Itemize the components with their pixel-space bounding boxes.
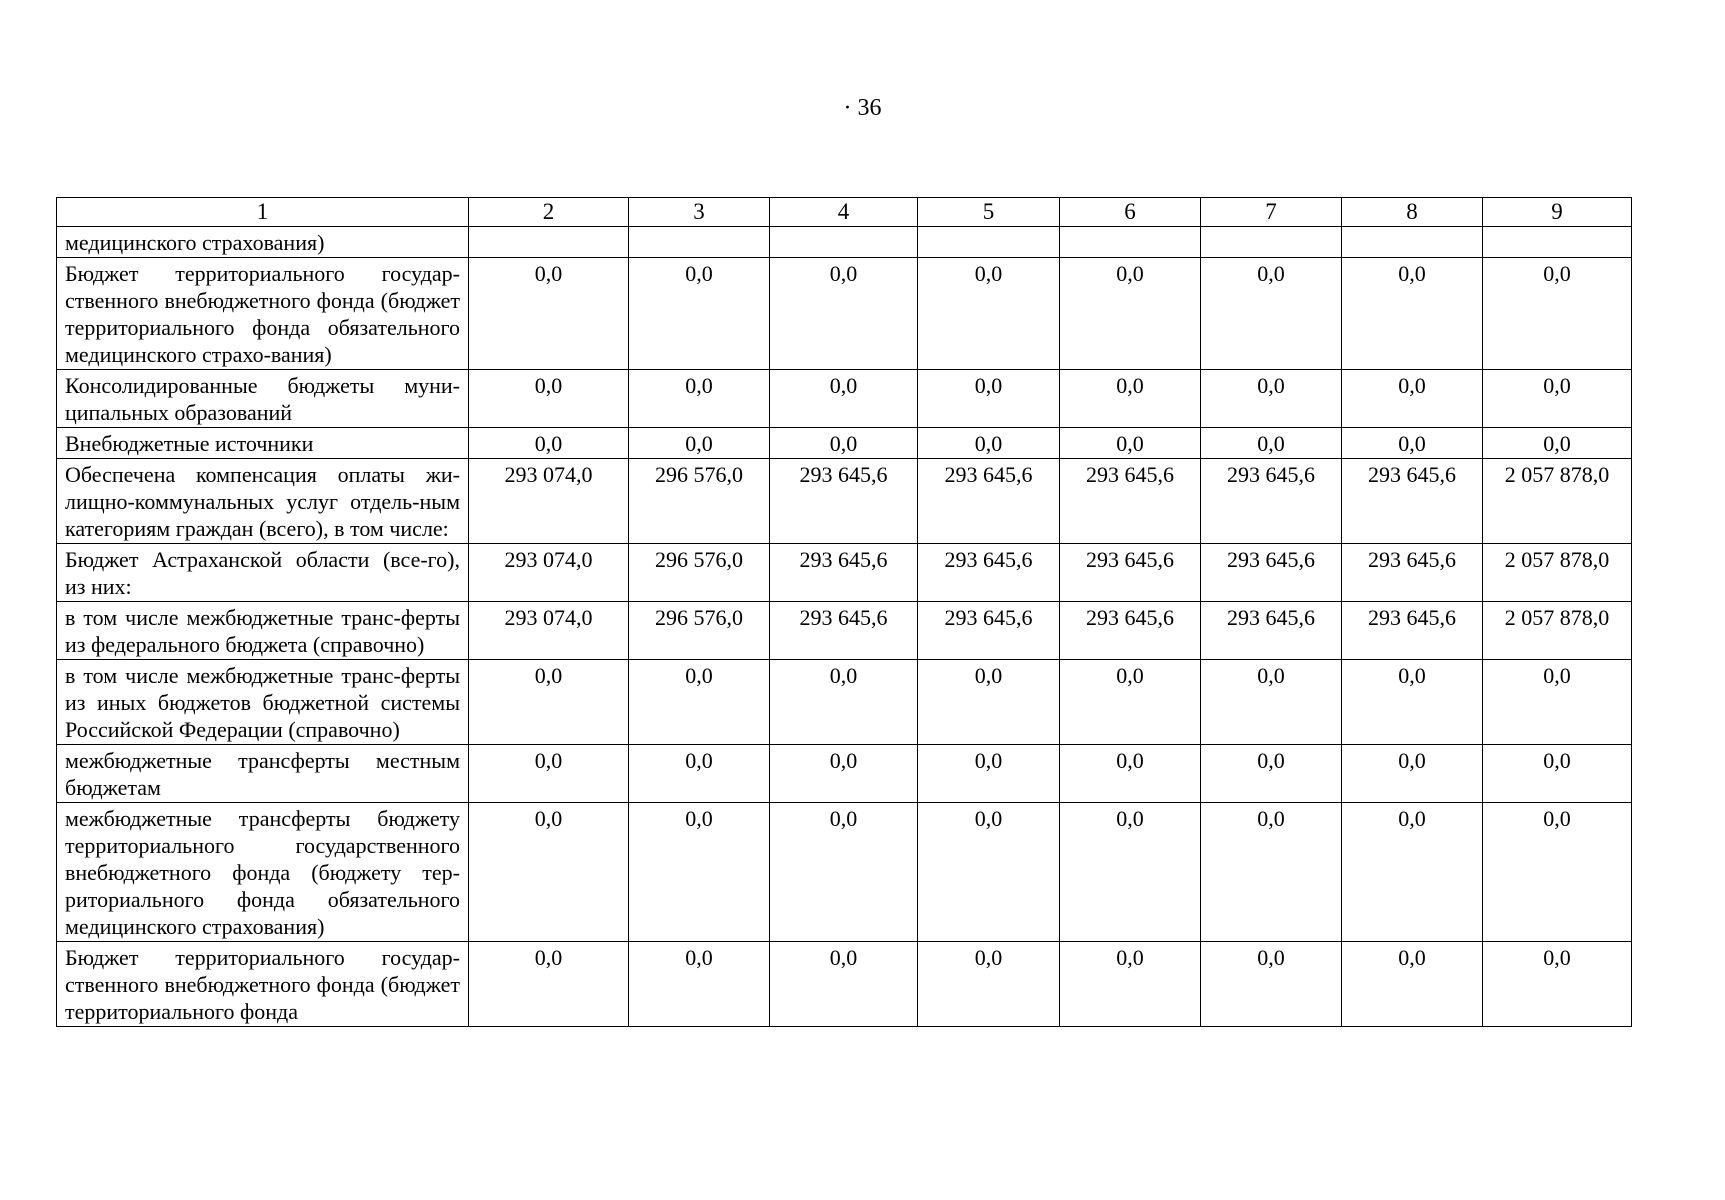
- value-cell: [1060, 227, 1201, 258]
- value-cell: 296 576,0: [629, 459, 770, 544]
- value-cell: [1201, 227, 1342, 258]
- value-cell: 2 057 878,0: [1483, 459, 1632, 544]
- value-cell: 0,0: [1201, 258, 1342, 370]
- value-cell: 0,0: [469, 660, 629, 745]
- table-row: [57, 660, 1632, 745]
- value-cell: 293 645,6: [918, 544, 1060, 602]
- value-cell: 293 645,6: [1201, 459, 1342, 544]
- value-cell: 0,0: [770, 370, 918, 428]
- value-cell: 0,0: [1342, 745, 1483, 803]
- value-cell: 0,0: [1060, 370, 1201, 428]
- value-cell: 0,0: [629, 370, 770, 428]
- value-cell: 0,0: [1483, 803, 1632, 942]
- page-number: · 36: [843, 95, 882, 121]
- value-cell: 0,0: [1483, 660, 1632, 745]
- table-row: [57, 370, 1632, 428]
- value-cell: 293 645,6: [770, 602, 918, 660]
- value-cell: 0,0: [1483, 942, 1632, 1027]
- value-cell: 293 645,6: [1060, 602, 1201, 660]
- row-label: в том числе межбюджетные транс-ферты из федерального бюджета (справочно): [57, 602, 469, 660]
- value-cell: [1342, 227, 1483, 258]
- value-cell: 296 576,0: [629, 544, 770, 602]
- table-body: [57, 198, 1632, 1027]
- header-cell: 7: [1201, 198, 1342, 227]
- value-cell: 0,0: [1342, 428, 1483, 459]
- value-cell: 0,0: [1342, 370, 1483, 428]
- header-cell: 3: [629, 198, 770, 227]
- value-cell: 0,0: [1201, 942, 1342, 1027]
- row-label: Обеспечена компенсация оплаты жи-лищно-коммунальных услуг отдель-ным категориям граждан (всего), в том числе:: [57, 459, 469, 544]
- value-cell: 0,0: [629, 745, 770, 803]
- row-label: в том числе межбюджетные транс-ферты из иных бюджетов бюджетной системы Российской Федерации (справочно): [57, 660, 469, 745]
- value-cell: 293 645,6: [1342, 544, 1483, 602]
- value-cell: 0,0: [629, 942, 770, 1027]
- row-label: медицинского страхования): [57, 227, 469, 258]
- value-cell: 293 074,0: [469, 544, 629, 602]
- table-row: [57, 602, 1632, 660]
- value-cell: [469, 227, 629, 258]
- value-cell: 0,0: [918, 258, 1060, 370]
- header-cell: 8: [1342, 198, 1483, 227]
- table-row: [57, 258, 1632, 370]
- value-cell: 0,0: [1060, 942, 1201, 1027]
- value-cell: 0,0: [469, 370, 629, 428]
- value-cell: 0,0: [1060, 803, 1201, 942]
- value-cell: 0,0: [469, 803, 629, 942]
- row-label: Внебюджетные источники: [57, 428, 469, 459]
- value-cell: 0,0: [1342, 258, 1483, 370]
- value-cell: 0,0: [1483, 745, 1632, 803]
- value-cell: 293 645,6: [1060, 459, 1201, 544]
- value-cell: 293 645,6: [1060, 544, 1201, 602]
- value-cell: 2 057 878,0: [1483, 544, 1632, 602]
- table-row: [57, 227, 1632, 258]
- header-cell: 9: [1483, 198, 1632, 227]
- value-cell: [770, 227, 918, 258]
- value-cell: 293 645,6: [1201, 544, 1342, 602]
- value-cell: 0,0: [770, 803, 918, 942]
- header-cell: 5: [918, 198, 1060, 227]
- header-cell: 1: [57, 198, 469, 227]
- value-cell: 0,0: [629, 428, 770, 459]
- value-cell: 0,0: [1483, 370, 1632, 428]
- value-cell: 0,0: [469, 428, 629, 459]
- value-cell: 0,0: [1201, 428, 1342, 459]
- table-row: [57, 544, 1632, 602]
- row-label: Бюджет Астраханской области (все-го), из них:: [57, 544, 469, 602]
- value-cell: 0,0: [1342, 942, 1483, 1027]
- value-cell: 0,0: [1342, 803, 1483, 942]
- value-cell: 293 074,0: [469, 602, 629, 660]
- value-cell: 0,0: [918, 942, 1060, 1027]
- table-row: [57, 459, 1632, 544]
- value-cell: 293 074,0: [469, 459, 629, 544]
- value-cell: 0,0: [918, 428, 1060, 459]
- header-cell: 4: [770, 198, 918, 227]
- value-cell: 0,0: [1201, 745, 1342, 803]
- value-cell: 0,0: [1483, 428, 1632, 459]
- row-label: межбюджетные трансферты местным бюджетам: [57, 745, 469, 803]
- value-cell: 2 057 878,0: [1483, 602, 1632, 660]
- value-cell: 0,0: [1201, 370, 1342, 428]
- value-cell: 0,0: [1342, 660, 1483, 745]
- value-cell: 0,0: [629, 660, 770, 745]
- value-cell: 0,0: [770, 258, 918, 370]
- value-cell: 0,0: [469, 745, 629, 803]
- value-cell: 0,0: [629, 258, 770, 370]
- value-cell: 0,0: [770, 428, 918, 459]
- value-cell: [1483, 227, 1632, 258]
- value-cell: 0,0: [1060, 745, 1201, 803]
- value-cell: 0,0: [469, 942, 629, 1027]
- value-cell: 0,0: [918, 803, 1060, 942]
- row-label: Бюджет территориального государ-ственного внебюджетного фонда (бюджет территориального фонда обязательного медицинского страхо-вания): [57, 258, 469, 370]
- value-cell: 293 645,6: [918, 459, 1060, 544]
- value-cell: 0,0: [918, 745, 1060, 803]
- table-row: [57, 428, 1632, 459]
- value-cell: 0,0: [1060, 428, 1201, 459]
- table-row: [57, 803, 1632, 942]
- header-cell: 6: [1060, 198, 1201, 227]
- value-cell: 293 645,6: [770, 544, 918, 602]
- value-cell: [918, 227, 1060, 258]
- value-cell: [629, 227, 770, 258]
- value-cell: 293 645,6: [770, 459, 918, 544]
- value-cell: 0,0: [1060, 258, 1201, 370]
- value-cell: 0,0: [1201, 803, 1342, 942]
- value-cell: 0,0: [629, 803, 770, 942]
- value-cell: 296 576,0: [629, 602, 770, 660]
- row-label: Консолидированные бюджеты муни-ципальных образований: [57, 370, 469, 428]
- row-label: межбюджетные трансферты бюджету территориального государственного внебюджетного фонда (бюджету тер-риториального фонда обязательного медицинского страхования): [57, 803, 469, 942]
- value-cell: 0,0: [770, 745, 918, 803]
- value-cell: 293 645,6: [1201, 602, 1342, 660]
- value-cell: 0,0: [1060, 660, 1201, 745]
- value-cell: 0,0: [1483, 258, 1632, 370]
- value-cell: 0,0: [770, 942, 918, 1027]
- value-cell: 0,0: [469, 258, 629, 370]
- table-header-row: [57, 198, 1632, 227]
- value-cell: 293 645,6: [1342, 459, 1483, 544]
- value-cell: 293 645,6: [918, 602, 1060, 660]
- budget-table: [56, 197, 1632, 1027]
- value-cell: 293 645,6: [1342, 602, 1483, 660]
- value-cell: 0,0: [918, 660, 1060, 745]
- header-cell: 2: [469, 198, 629, 227]
- value-cell: 0,0: [918, 370, 1060, 428]
- row-label: Бюджет территориального государ-ственного внебюджетного фонда (бюджет территориального фонда: [57, 942, 469, 1027]
- value-cell: 0,0: [770, 660, 918, 745]
- table-row: [57, 942, 1632, 1027]
- value-cell: 0,0: [1201, 660, 1342, 745]
- table-row: [57, 745, 1632, 803]
